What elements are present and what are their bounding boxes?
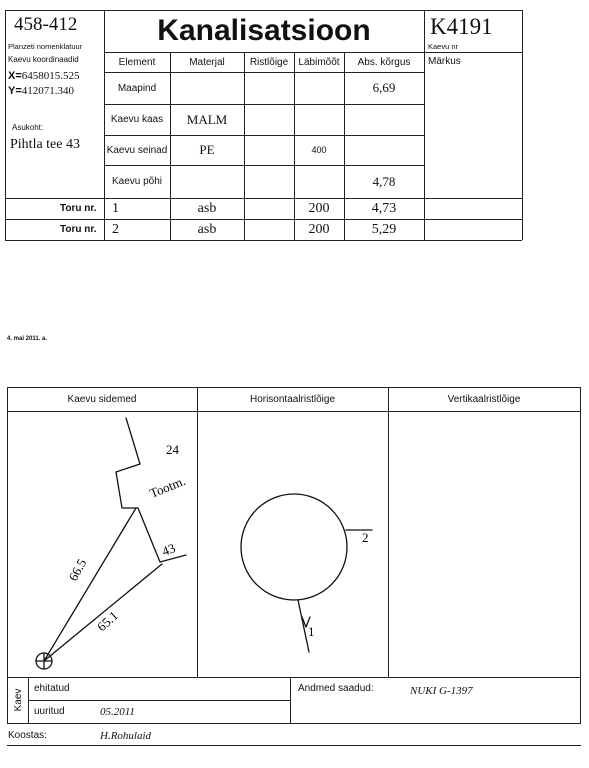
- dim-label: 66.5: [65, 556, 90, 584]
- data-source-label: Andmed saadud:: [298, 683, 374, 694]
- well-number: K4191: [430, 14, 493, 39]
- col-header-diameter: Läbimõõt: [298, 56, 340, 68]
- rule: [28, 700, 290, 701]
- row-material: PE: [199, 142, 215, 157]
- map-sheet-number: 458-412: [14, 14, 78, 35]
- x-label: X=: [8, 70, 22, 82]
- rule: [7, 723, 581, 724]
- data-source-value: NUKI G-1397: [410, 685, 473, 697]
- pipe-mark: 2: [362, 530, 369, 545]
- row-element: Kaevu seinad: [106, 144, 168, 156]
- pipe-mark: 1: [308, 624, 315, 639]
- row-element: Kaevu kaas: [110, 114, 164, 125]
- compiled-value: H.Rohulaid: [100, 730, 152, 742]
- pipe-material: asb: [197, 221, 217, 237]
- col-header-abs-height: Abs. kõrgus: [357, 56, 411, 68]
- col-header-material: Materjal: [189, 56, 225, 68]
- col-header-note: Märkus: [428, 56, 461, 67]
- dim-label: 65.1: [93, 607, 121, 635]
- pipe-material: asb: [197, 200, 217, 216]
- y-value: 412071.340: [21, 85, 75, 97]
- pipe-label: Toru nr.: [60, 203, 97, 214]
- row-element: Maapind: [117, 82, 157, 94]
- pipe-diameter: 200: [308, 221, 330, 237]
- pipe-number: 1: [112, 201, 119, 216]
- page-title: Kanalisatsioon: [157, 14, 371, 47]
- col-header-element: Element: [118, 56, 156, 68]
- compiled-label: Koostas:: [8, 730, 47, 741]
- well-side-label: Kaev: [12, 688, 24, 712]
- dim-label: 24: [166, 442, 179, 457]
- map-sheet-caption: Planzeti nomenklatuur: [8, 42, 83, 51]
- location-caption: Asukoht:: [12, 123, 44, 132]
- rule: [290, 677, 291, 723]
- row-abs-height: 6,69: [372, 80, 396, 95]
- row-diameter: 400: [311, 145, 327, 155]
- measured-value: 05.2011: [100, 706, 135, 718]
- x-value: 6458015.525: [21, 70, 80, 82]
- row-element: Kaevu põhi: [111, 176, 163, 187]
- built-label: ehitatud: [34, 683, 70, 694]
- row-abs-height: 4,78: [372, 173, 396, 189]
- col-header-cross-section: Ristlõige: [249, 56, 289, 68]
- date-note: 4. mai 2011. a.: [7, 336, 48, 342]
- tie-line-65-1: [44, 564, 162, 661]
- dim-label: 43: [159, 540, 178, 559]
- pipe-diameter: 200: [308, 200, 330, 216]
- col-header-connections: Kaevu sidemed: [67, 394, 137, 405]
- location-value: Pihtla tee 43: [10, 137, 80, 152]
- well-number-caption: Kaevu nr: [428, 42, 459, 51]
- col-header-vertical: Vertikaalristlõige: [447, 394, 521, 405]
- col-header-horizontal: Horisontaalristlõige: [249, 394, 336, 405]
- coord-caption: Kaevu koordinaadid: [8, 55, 79, 64]
- tie-line-66-5: [44, 508, 136, 661]
- pipe-label: Toru nr.: [60, 224, 97, 235]
- measured-label: uuritud: [34, 706, 65, 717]
- pipe-number: 2: [112, 222, 119, 237]
- well-section-circle: [241, 494, 347, 600]
- dim-label: Tootm.: [147, 473, 188, 501]
- row-material: MALM: [186, 111, 228, 127]
- pipe-abs-height: 5,29: [371, 221, 397, 237]
- rule: [7, 745, 581, 746]
- y-label: Y=: [8, 85, 22, 97]
- pipe-abs-height: 4,73: [371, 200, 397, 216]
